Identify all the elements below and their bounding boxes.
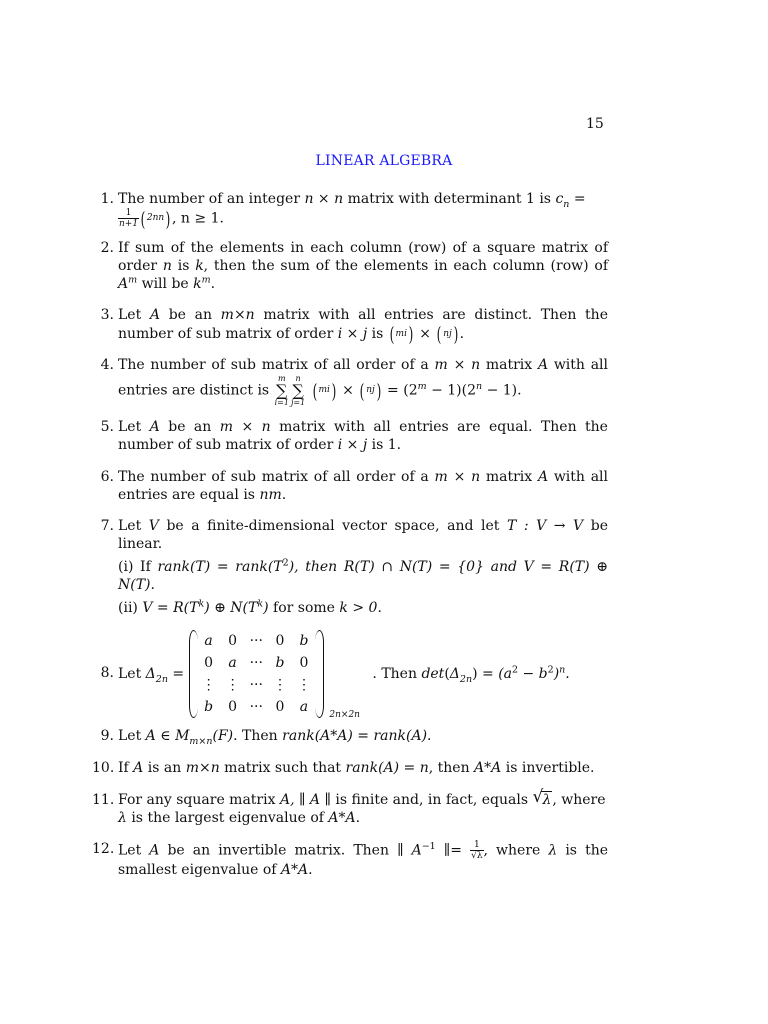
matrix-row — [197, 674, 316, 696]
fraction: $\frac{1}{n+1}$ — [119, 208, 139, 229]
list-item — [100, 356, 608, 407]
matrix-cell: ⋮ — [296, 677, 311, 693]
list-item — [100, 190, 608, 231]
item-text: If sum of the elements in each column (row) of a square matrix of order n is k, then the sum of the elements in each column (row) of $A^m$ will be $k^m$. — [118, 240, 609, 292]
list-item — [100, 468, 608, 504]
matrix-cell: ⋮ — [225, 677, 240, 693]
matrix-row — [197, 630, 316, 652]
page-number: 15 — [586, 116, 604, 132]
item-number: 8. — [100, 665, 114, 681]
list-item — [100, 239, 609, 293]
item-number: 2. — [100, 240, 114, 256]
summation: m ∑ i=1 — [274, 374, 289, 407]
matrix-cell: 0 — [275, 699, 285, 715]
matrix-cell: b — [299, 633, 309, 649]
item-number: 10. — [92, 760, 115, 776]
item-text: The number of sub matrix of all order of a m × n matrix A with all entries are equal is nm. — [118, 469, 608, 503]
item-subpart-ii: (ii) $V = R(T^k)$ ⊕ $N(T^k)$ for some k > 0. — [118, 598, 382, 616]
item-text: The number of an integer n × n matrix with determinant 1 is $c_n$ = $\frac{1}{n+1}$ ( 2nn) , n ≥ 1. — [118, 191, 586, 231]
matrix-cell: ··· — [249, 633, 263, 649]
item-number: 1. — [100, 191, 114, 207]
item-number: 5. — [100, 419, 114, 435]
matrix-cell: 0 — [275, 633, 285, 649]
square-root: √ λ — [532, 787, 552, 808]
matrix-cell: 0 — [204, 655, 214, 671]
item-text: Let V be a finite-dimensional vector space, and let T : V → V be linear. — [118, 518, 608, 552]
item-text: Let A be an invertible matrix. Then ∥ $A^{-1}$ ∥= $\frac{1}{√\lambda}$ , where λ is the smallest eigenvalue of A*A. — [118, 840, 608, 878]
matrix-cell: b — [275, 655, 285, 671]
item-text: Let $\Delta_{2n}$ = a 0 ··· 0 b 0 a ··· b 0 ⋮ ⋮ ··· ⋮ ⋮ b 0 ··· 0 a 2n×2n . Then $\det(\Delta_{2n}) = (a^2 - b^2)^n$. — [118, 630, 608, 718]
list-item — [100, 630, 608, 720]
matrix-cell: ··· — [249, 655, 263, 671]
item-subpart-i: (i) If rank(T) = $rank(T^2)$, then R(T) ∩ N(T) = {0} and V = R(T) ⊕ N(T). — [118, 557, 608, 593]
binomial: ( nj) — [359, 378, 382, 403]
item-text: For any square matrix A, ∥ A ∥ is finite and, in fact, equals √ λ, where λ is the largest eigenvalue of A*A. — [118, 787, 606, 826]
matrix-table — [197, 630, 316, 718]
matrix-cell: a — [299, 699, 309, 715]
item-number: 7. — [100, 518, 114, 534]
summation: n ∑ j=1 — [290, 374, 306, 407]
item-text: Let A be an m×n matrix with all entries are distinct. Then the number of sub matrix of order i × j is ( mi) × ( nj) . — [118, 307, 608, 346]
item-number: 3. — [100, 307, 114, 323]
list-item — [92, 759, 608, 777]
section-title: LINEAR ALGEBRA — [315, 153, 453, 169]
list-item — [100, 517, 608, 617]
matrix-cell: ⋮ — [272, 677, 287, 693]
matrix-cell: ··· — [249, 699, 263, 715]
list-item — [100, 306, 608, 346]
item-number: 4. — [100, 357, 114, 373]
matrix-cell: 0 — [228, 699, 238, 715]
matrix-cell: a — [204, 633, 213, 649]
list-item — [92, 840, 608, 879]
item-text: The number of sub matrix of all order of a m × n matrix A with all entries are distinct is m ∑ i=1 n ∑ j=1 ( mi) × ( $nj) = (2^m - 1)(2^n - 1)$. — [118, 357, 608, 407]
matrix-row — [197, 696, 316, 718]
list-item — [92, 787, 608, 827]
matrix-cell: b — [204, 699, 214, 715]
item-number: 12. — [92, 841, 115, 857]
item-text: If A is an m×n matrix such that rank(A) = n, then A*A is invertible. — [118, 760, 595, 776]
item-number: 6. — [100, 469, 114, 485]
list-item — [100, 418, 608, 454]
matrix-cell: a — [228, 655, 237, 671]
matrix-cell: ··· — [249, 677, 263, 693]
binomial: ( mi) — [389, 322, 414, 346]
binomial: ( 2nn) — [140, 206, 171, 231]
matrix-cell: ⋮ — [201, 677, 216, 693]
matrix-cell: 0 — [299, 655, 309, 671]
item-text: Let A ∈ $M_{m\times n}(F)$. Then rank(A*A) = rank(A). — [118, 728, 432, 747]
binomial: ( mi) — [312, 378, 337, 403]
item-text: Let A be an m × n matrix with all entries are equal. Then the number of sub matrix of order i × j is 1. — [118, 419, 608, 453]
matrix: a 0 ··· 0 b 0 a ··· b 0 ⋮ ⋮ ··· ⋮ ⋮ b 0 ··· 0 a 2n×2n — [189, 630, 324, 718]
list-item — [100, 727, 608, 747]
fraction: $\frac{1}{√\lambda}$ — [471, 840, 483, 861]
item-number: 11. — [92, 792, 115, 808]
binomial: ( nj) — [437, 322, 459, 346]
matrix-row — [197, 652, 316, 674]
matrix-cell: 0 — [228, 633, 238, 649]
item-number: 9. — [100, 728, 114, 744]
